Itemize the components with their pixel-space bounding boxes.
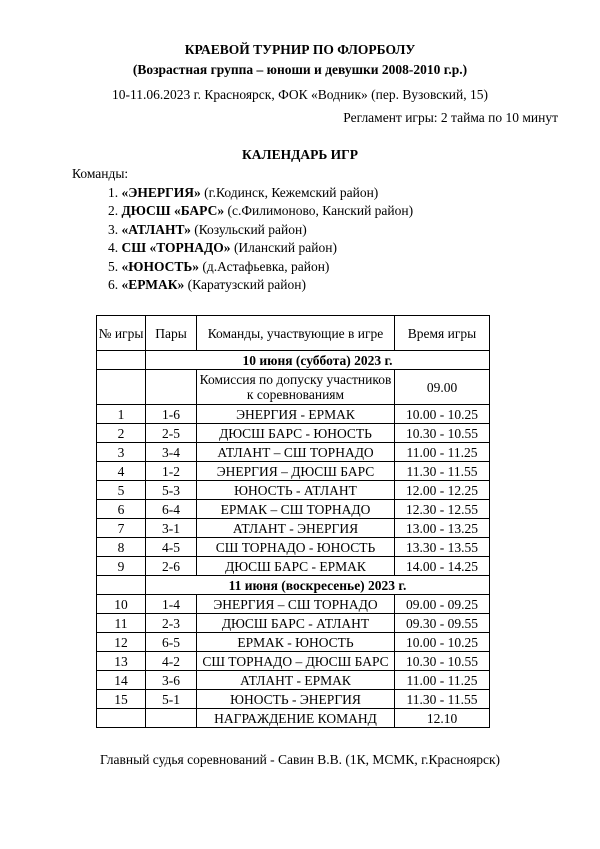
table-row [97,557,490,576]
team-item [108,202,413,220]
document-subtitle: (Возрастная группа – юноши и девушки 2008-2010 г.р.) [132,62,468,77]
table-row [97,519,490,538]
game-teams: ДЮСШ БАРС - ЮНОСТЬ [197,424,395,443]
game-time: 10.30 - 10.55 [395,424,490,443]
team-number: 4. [108,240,119,256]
team-item [108,239,413,257]
game-time: 13.00 - 13.25 [395,519,490,538]
game-number: 15 [97,690,146,709]
game-teams: ЕРМАК - ЮНОСТЬ [197,633,395,652]
table-row [97,443,490,462]
col-header-pairs: Пары [146,316,197,351]
game-teams: СШ ТОРНАДО - ЮНОСТЬ [197,538,395,557]
game-number: 6 [97,500,146,519]
game-teams: ЮНОСТЬ - АТЛАНТ [197,481,395,500]
chief-referee-line: Главный судья соревнований - Савин В.В. (1К, МСМК, г.Красноярск) [100,752,500,767]
awards-time: 12.10 [395,709,490,728]
game-time: 12.00 - 12.25 [395,481,490,500]
regulation-line: Регламент игры: 2 тайма по 10 минут [343,110,558,125]
table-row [97,690,490,709]
team-number: 6. [108,276,119,292]
table-row [97,614,490,633]
table-row [97,405,490,424]
team-name: «ЮНОСТЬ» [121,258,200,274]
game-number: 11 [97,614,146,633]
game-pair: 2-5 [146,424,197,443]
calendar-title: КАЛЕНДАРЬ ИГР [241,147,359,162]
game-number: 9 [97,557,146,576]
team-name: «ЕРМАК» [121,276,185,292]
game-teams: ЭНЕРГИЯ – СШ ТОРНАДО [197,595,395,614]
team-place: (с.Филимоново, Канский район) [224,203,414,219]
team-name: СШ «ТОРНАДО» [121,240,231,256]
table-row [97,500,490,519]
game-pair: 5-3 [146,481,197,500]
game-number: 10 [97,595,146,614]
game-number: 2 [97,424,146,443]
game-pair: 1-4 [146,595,197,614]
col-header-teams: Команды, участвующие в игре [197,316,395,351]
game-pair: 6-5 [146,633,197,652]
game-teams: ДЮСШ БАРС - ЕРМАК [197,557,395,576]
table-header-row [97,316,490,351]
game-pair: 6-4 [146,500,197,519]
game-number: 14 [97,671,146,690]
team-name: «ЭНЕРГИЯ» [121,185,201,200]
game-time: 12.30 - 12.55 [395,500,490,519]
team-item [108,221,413,239]
team-name: ДЮСШ «БАРС» [121,203,225,219]
team-item [108,184,413,202]
game-teams: АТЛАНТ – СШ ТОРНАДО [197,443,395,462]
table-row [97,424,490,443]
empty-cell [146,709,197,728]
table-row [97,633,490,652]
awards-text: НАГРАЖДЕНИЕ КОМАНД [197,709,395,728]
game-time: 11.30 - 11.55 [395,462,490,481]
team-number: 5. [108,258,119,274]
venue-line: 10-11.06.2023 г. Красноярск, ФОК «Водник» (пер. Вузовский, 15) [111,87,488,102]
game-pair: 3-6 [146,671,197,690]
game-teams: АТЛАНТ - ЕРМАК [197,671,395,690]
team-number: 1. [108,185,119,200]
empty-cell [146,370,197,405]
game-pair: 3-4 [146,443,197,462]
team-item [108,276,413,294]
game-teams: СШ ТОРНАДО – ДЮСШ БАРС [197,652,395,671]
empty-cell [97,370,146,405]
game-number: 7 [97,519,146,538]
game-number: 4 [97,462,146,481]
game-number: 13 [97,652,146,671]
game-time: 09.30 - 09.55 [395,614,490,633]
game-number: 8 [97,538,146,557]
game-teams: ДЮСШ БАРС - АТЛАНТ [197,614,395,633]
team-number: 3. [108,221,119,237]
game-time: 14.00 - 14.25 [395,557,490,576]
team-name: «АТЛАНТ» [121,221,191,237]
table-row [97,462,490,481]
game-time: 10.00 - 10.25 [395,405,490,424]
game-number: 12 [97,633,146,652]
game-teams: АТЛАНТ - ЭНЕРГИЯ [197,519,395,538]
game-pair: 2-3 [146,614,197,633]
game-pair: 1-2 [146,462,197,481]
game-teams: ЭНЕРГИЯ – ДЮСШ БАРС [197,462,395,481]
team-number: 2. [108,203,119,219]
game-time: 11.30 - 11.55 [395,690,490,709]
game-pair: 3-1 [146,519,197,538]
table-row [97,481,490,500]
game-teams: ЮНОСТЬ - ЭНЕРГИЯ [197,690,395,709]
game-time: 10.00 - 10.25 [395,633,490,652]
commission-time: 09.00 [395,370,490,405]
team-place: (Иланский район) [230,240,337,256]
team-place: (Козульский район) [190,221,307,237]
game-time: 09.00 - 09.25 [395,595,490,614]
game-pair: 2-6 [146,557,197,576]
game-pair: 4-5 [146,538,197,557]
day-row [97,576,490,595]
teams-label: Команды: [72,166,129,181]
table-row [97,652,490,671]
game-time: 11.00 - 11.25 [395,671,490,690]
empty-cell [97,351,146,370]
day-label: 11 июня (воскресенье) 2023 г. [146,576,490,595]
table-row [97,538,490,557]
awards-row [97,709,490,728]
game-time: 10.30 - 10.55 [395,652,490,671]
col-header-time: Время игры [395,316,490,351]
game-pair: 4-2 [146,652,197,671]
team-place: (д.Астафьевка, район) [199,258,330,274]
commission-row [97,370,490,405]
game-number: 1 [97,405,146,424]
game-time: 13.30 - 13.55 [395,538,490,557]
team-place: (Каратузский район) [184,276,306,292]
team-item [108,258,413,276]
empty-cell [97,709,146,728]
teams-list [108,184,413,294]
day-label: 10 июня (суббота) 2023 г. [146,351,490,370]
game-teams: ЕРМАК – СШ ТОРНАДО [197,500,395,519]
game-teams: ЭНЕРГИЯ - ЕРМАК [197,405,395,424]
empty-cell [97,576,146,595]
game-pair: 5-1 [146,690,197,709]
table-row [97,595,490,614]
col-header-game-number: № игры [97,316,146,351]
game-number: 5 [97,481,146,500]
game-pair: 1-6 [146,405,197,424]
schedule-table [96,315,490,728]
document-title: КРАЕВОЙ ТУРНИР ПО ФЛОРБОЛУ [184,42,416,57]
team-place: (г.Кодинск, Кежемский район) [200,185,379,200]
day-row [97,351,490,370]
table-row [97,671,490,690]
game-number: 3 [97,443,146,462]
commission-text: Комиссия по допуску участников к соревнованиям [197,370,395,405]
game-time: 11.00 - 11.25 [395,443,490,462]
